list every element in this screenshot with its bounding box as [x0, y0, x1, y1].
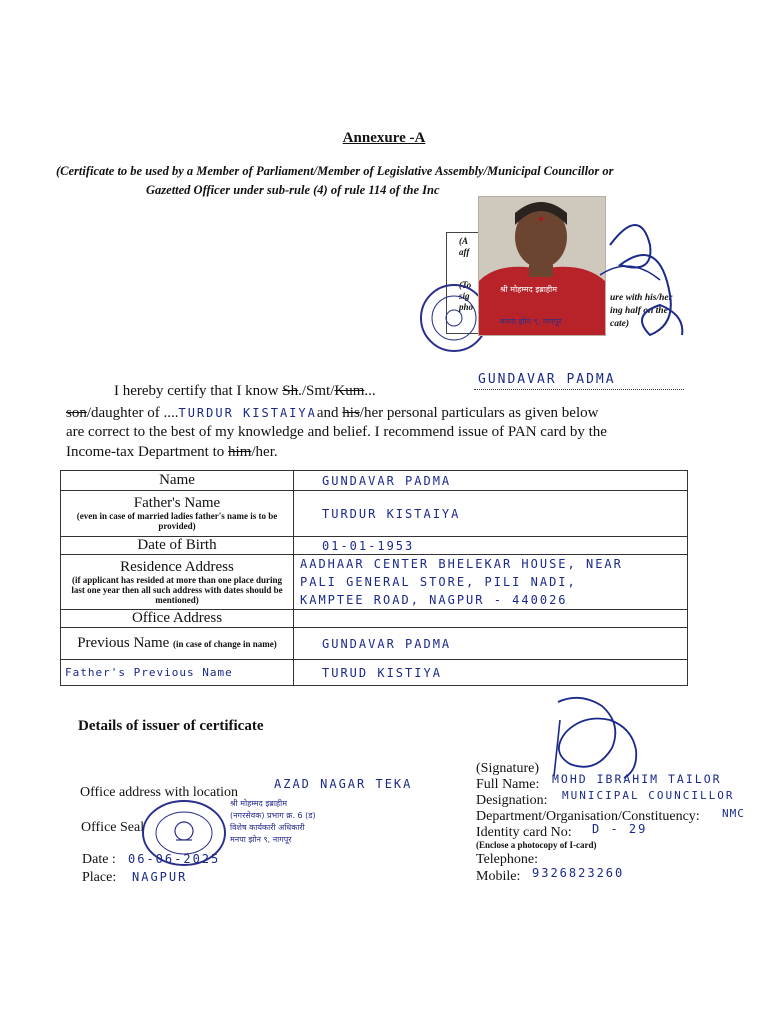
name-label: Name — [61, 471, 294, 491]
dob-label: Date of Birth — [61, 537, 294, 555]
struck-son: son — [66, 405, 87, 421]
residence-label-cell — [61, 555, 294, 610]
signature-label: (Signature) — [476, 761, 539, 776]
prev-name-label: Previous Name — [77, 634, 170, 651]
dob-value: 01-01-1953 — [294, 537, 688, 555]
father-note: (even in case of married ladies father's name is to be provided) — [76, 511, 278, 531]
struck-sh: Sh — [282, 383, 299, 399]
box-text-3: (To — [459, 280, 472, 290]
idcard-note: (Enclose a photocopy of I-card) — [476, 840, 597, 850]
telephone-label: Telephone: — [476, 852, 538, 867]
box-text-2: aff — [459, 247, 470, 257]
box-text-5: pho — [459, 302, 474, 312]
table-row — [61, 610, 688, 628]
date-label: Date : — [82, 852, 116, 867]
office-seal-label: Office Seal — [81, 820, 145, 835]
department-value: NMC — [722, 807, 745, 820]
certify-line-4b: /her. — [251, 444, 278, 460]
table-row — [61, 628, 688, 660]
certify-line-3: are correct to the best of my knowledge and belief. I recommend issue of PAN card by the — [66, 424, 607, 440]
fullname-label: Full Name: — [476, 777, 540, 792]
photo-stamp-text — [500, 284, 562, 326]
document-title: Annexure -A — [342, 130, 426, 146]
intro-line-2: Gazetted Officer under sub-rule (4) of rule 114 of the Inc — [146, 183, 440, 197]
place-value: NAGPUR — [132, 870, 188, 884]
photo-instr-2: ing half on the — [610, 306, 668, 316]
applicant-name-handwritten: GUNDAVAR PADMA — [478, 372, 616, 387]
mobile-value: 9326823260 — [532, 866, 625, 880]
applicant-photo — [478, 196, 606, 336]
department-label: Department/Organisation/Constituency: — [476, 809, 700, 824]
father-value: TURDUR KISTAIYA — [294, 491, 688, 537]
residence-line-3: KAMPTEE ROAD, NAGPUR - 440026 — [300, 593, 568, 607]
intro-line-1: (Certificate to be used by a Member of Parliament/Member of Legislative Assembly/Municipal Councillor or — [56, 164, 614, 178]
mobile-label: Mobile: — [476, 869, 521, 884]
prev-name-note: (in case of change in name) — [173, 638, 277, 649]
office-address-value: AZAD NAGAR TEKA — [274, 777, 413, 791]
designation-value: MUNICIPAL COUNCILLOR — [562, 789, 735, 802]
certify-line-1 — [114, 383, 376, 400]
stamp-line-2: (नगरसेवक) प्रभाग क्र. 6 (ड) — [230, 811, 316, 820]
applicant-photo-icon — [479, 197, 605, 335]
fullname-value: MOHD IBRAHIM TAILOR — [552, 772, 722, 786]
table-row — [61, 537, 688, 555]
her-rest-text: /her personal particulars as given below — [359, 405, 599, 421]
idcard-label: Identity card No: — [476, 825, 572, 840]
father-prev-name-label: Father's Previous Name — [61, 660, 294, 686]
name-value: GUNDAVAR PADMA — [294, 471, 688, 491]
officer-stamp — [230, 798, 316, 846]
certify-line-4 — [66, 444, 278, 461]
idcard-value: D - 29 — [592, 822, 648, 836]
residence-line-1: AADHAAR CENTER BHELEKAR HOUSE, NEAR — [300, 557, 623, 571]
prev-name-label-cell — [61, 628, 294, 660]
father-name-handwritten: TURDUR KISTAIYA — [178, 406, 317, 420]
stamp-line-3: विशेष कार्यकारी अधिकारी — [230, 823, 305, 832]
box-text-4: sig — [459, 291, 470, 301]
certify-line-4a: Income-tax Department to — [66, 444, 225, 460]
residence-note: (if applicant has resided at more than one place during last one year then all such address with dates should be mentioned) — [71, 574, 283, 605]
office-label: Office Address — [61, 610, 294, 628]
box-text-1: (A — [459, 236, 468, 246]
dots-text: ... — [364, 383, 376, 399]
issuer-heading: Details of issuer of certificate — [78, 718, 264, 734]
father-label: Father's Name — [133, 495, 221, 511]
residence-value — [294, 555, 688, 610]
office-address-label: Office address with location — [80, 785, 238, 800]
photo-stamp-line-1: श्री मोहम्मद इब्राहीम — [500, 285, 558, 294]
date-value: 06-06-2025 — [128, 852, 221, 866]
struck-kum: Kum — [334, 383, 365, 399]
certify-text-1: I hereby certify that I know — [114, 383, 279, 399]
photo-stamp-line-4: मनपा झोन ९, नागपूर — [500, 317, 562, 326]
smt-text: ./Smt/ — [298, 383, 335, 399]
daughter-of-text: /daughter of .... — [86, 405, 179, 421]
table-row — [61, 491, 688, 537]
stamp-line-4: मनपा झोन ९, नागपूर — [230, 835, 292, 844]
certify-line-2 — [66, 405, 598, 422]
residence-line-2: PALI GENERAL STORE, PILI NADI, — [300, 575, 577, 589]
name-dotted-line — [474, 389, 684, 390]
designation-label: Designation: — [476, 793, 548, 808]
table-row — [61, 471, 688, 491]
residence-label: Residence Address — [120, 558, 234, 575]
signature-across-photo-icon — [590, 205, 690, 345]
stamp-line-1: श्री मोहम्मद इब्राहीम — [230, 799, 288, 808]
prev-name-value: GUNDAVAR PADMA — [294, 628, 688, 660]
table-row — [61, 555, 688, 610]
place-label: Place: — [82, 870, 117, 885]
struck-his: his — [342, 405, 360, 421]
photo-instr-1: ure with his/her — [610, 293, 673, 303]
table-row — [61, 660, 688, 686]
father-label-cell — [61, 491, 294, 537]
and-text: and — [316, 405, 339, 421]
office-value — [294, 610, 688, 628]
father-prev-name-value: TURUD KISTIYA — [294, 660, 688, 686]
photo-instr-3: cate) — [610, 319, 629, 329]
applicant-details-table — [60, 470, 688, 686]
issuer-signature-icon — [540, 690, 650, 782]
struck-him: him — [228, 444, 252, 460]
